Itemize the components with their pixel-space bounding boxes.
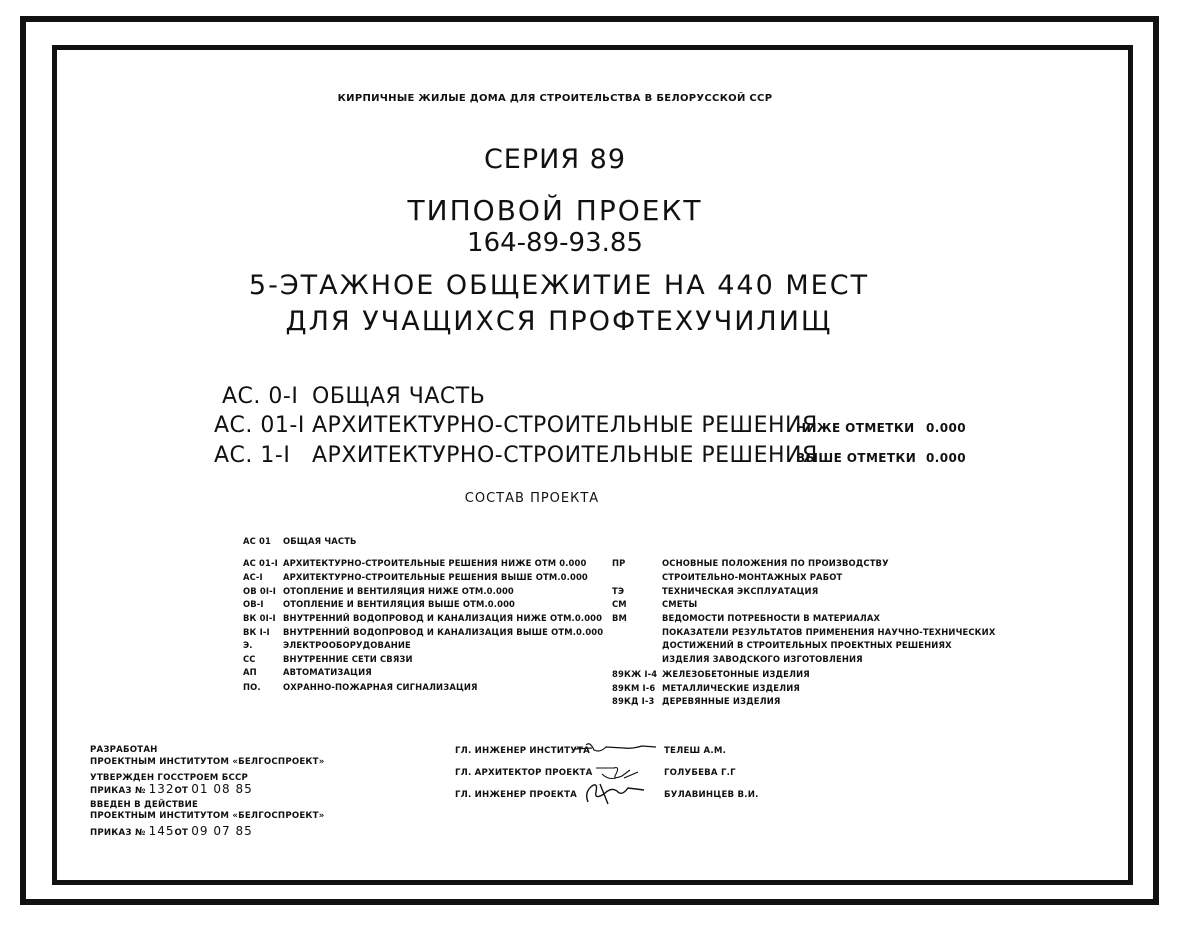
composition-text: ОТОПЛЕНИЕ И ВЕНТИЛЯЦИЯ ВЫШЕ ОТМ.0.000 (283, 599, 516, 609)
composition-text: СТРОИТЕЛЬНО-МОНТАЖНЫХ РАБОТ (662, 572, 843, 582)
series-title: СЕРИЯ 89 (483, 144, 627, 175)
composition-text: ОБЩАЯ ЧАСТЬ (283, 536, 357, 546)
approved-order (90, 784, 253, 797)
composition-code: АС 01-I (243, 558, 278, 568)
project-title-line2: ДЛЯ УЧАЩИХСЯ ПРОФТЕХУЧИЛИЩ (285, 306, 833, 337)
composition-text: ВНУТРЕННИЙ ВОДОПРОВОД И КАНАЛИЗАЦИЯ НИЖЕ ОТМ.0.000 (283, 613, 603, 623)
composition-code: 89КЖ I-4 (612, 669, 658, 679)
header-top-line: КИРПИЧНЫЕ ЖИЛЫЕ ДОМА ДЛЯ СТРОИТЕЛЬСТВА В БЕЛОРУССКОЙ ССР (337, 93, 773, 104)
composition-code: ПР (612, 558, 626, 568)
enacted-order (90, 826, 253, 839)
signature-name: ГОЛУБЕВА Г.Г (664, 768, 736, 778)
signature-role: ГЛ. ИНЖЕНЕР ИНСТИТУТА (455, 746, 590, 756)
composition-text: МЕТАЛЛИЧЕСКИЕ ИЗДЕЛИЯ (662, 683, 801, 693)
volume-mark: 0.000 (926, 451, 966, 465)
volume-name: ОБЩАЯ ЧАСТЬ (312, 384, 486, 409)
composition-text: ВЕДОМОСТИ ПОТРЕБНОСТИ В МАТЕРИАЛАХ (662, 613, 881, 623)
developed-by: ПРОЕКТНЫМ ИНСТИТУТОМ «БЕЛГОСПРОЕКТ» (90, 757, 325, 767)
composition-code: ВК 0I-I (243, 613, 276, 623)
order-date-prefix: ОТ (174, 786, 189, 796)
composition-code: ТЭ (612, 586, 625, 596)
composition-text: ОСНОВНЫЕ ПОЛОЖЕНИЯ ПО ПРОИЗВОДСТВУ (662, 558, 889, 568)
volume-name: АРХИТЕКТУРНО-СТРОИТЕЛЬНЫЕ РЕШЕНИЯ (312, 443, 818, 468)
composition-code: АС-I (243, 572, 263, 582)
composition-code: АС 01 (243, 536, 271, 546)
developed-label: РАЗРАБОТАН (90, 745, 158, 755)
volume-note: НИЖЕ ОТМЕТКИ (796, 421, 915, 435)
composition-code: СС (243, 654, 256, 664)
enacted-label: ВВЕДЕН В ДЕЙСТВИЕ (90, 800, 199, 810)
composition-code: Э. (243, 640, 253, 650)
composition-text: АВТОМАТИЗАЦИЯ (283, 667, 372, 677)
project-title-line1: 5-ЭТАЖНОЕ ОБЩЕЖИТИЕ НА 440 МЕСТ (248, 270, 870, 301)
volume-name: АРХИТЕКТУРНО-СТРОИТЕЛЬНЫЕ РЕШЕНИЯ (312, 413, 818, 438)
volume-code: АС. 0-I (222, 384, 299, 409)
order-prefix: ПРИКАЗ № (90, 828, 146, 838)
signature-name: ТЕЛЕШ А.М. (664, 746, 727, 756)
order-number: 132 (148, 782, 175, 796)
composition-text: ЭЛЕКТРООБОРУДОВАНИЕ (283, 640, 411, 650)
volume-note: ВЫШЕ ОТМЕТКИ (796, 451, 917, 465)
order-date-prefix: ОТ (174, 828, 189, 838)
project-number: 164-89-93.85 (467, 228, 643, 258)
project-type: ТИПОВОЙ ПРОЕКТ (407, 194, 703, 227)
signature-role: ГЛ. АРХИТЕКТОР ПРОЕКТА (455, 768, 593, 778)
composition-text: ВНУТРЕННИЕ СЕТИ СВЯЗИ (283, 654, 413, 664)
composition-text: ЖЕЛЕЗОБЕТОННЫЕ ИЗДЕЛИЯ (662, 669, 810, 679)
order-prefix: ПРИКАЗ № (90, 786, 146, 796)
volume-code: АС. 1-I (214, 443, 291, 468)
signature-scribble (578, 778, 650, 806)
composition-code: ОВ-I (243, 599, 264, 609)
composition-code: ВМ (612, 613, 628, 623)
composition-code: ПО. (243, 682, 261, 692)
composition-code: ВК I-I (243, 627, 270, 637)
signature-role: ГЛ. ИНЖЕНЕР ПРОЕКТА (455, 790, 578, 800)
composition-code: 89КМ I-6 (612, 683, 656, 693)
signature-name: БУЛАВИНЦЕВ В.И. (664, 790, 759, 800)
enacted-by: ПРОЕКТНЫМ ИНСТИТУТОМ «БЕЛГОСПРОЕКТ» (90, 811, 325, 821)
order-date: 01 08 85 (191, 782, 253, 796)
composition-code: 89КД I-3 (612, 696, 655, 706)
order-date: 09 07 85 (191, 824, 253, 838)
composition-code: ОВ 0I-I (243, 586, 277, 596)
volume-mark: 0.000 (926, 421, 966, 435)
composition-text: АРХИТЕКТУРНО-СТРОИТЕЛЬНЫЕ РЕШЕНИЯ ВЫШЕ ОТМ.0.000 (283, 572, 588, 582)
composition-text: АРХИТЕКТУРНО-СТРОИТЕЛЬНЫЕ РЕШЕНИЯ НИЖЕ ОТМ 0.000 (283, 558, 587, 568)
composition-text: ИЗДЕЛИЯ ЗАВОДСКОГО ИЗГОТОВЛЕНИЯ (662, 654, 863, 664)
composition-text: СМЕТЫ (662, 599, 698, 609)
composition-text: ДОСТИЖЕНИЙ В СТРОИТЕЛЬНЫХ ПРОЕКТНЫХ РЕШЕНИЯХ (662, 640, 952, 650)
composition-title: СОСТАВ ПРОЕКТА (464, 491, 600, 506)
composition-text: ОХРАННО-ПОЖАРНАЯ СИГНАЛИЗАЦИЯ (283, 682, 478, 692)
composition-text: ОТОПЛЕНИЕ И ВЕНТИЛЯЦИЯ НИЖЕ ОТМ.0.000 (283, 586, 514, 596)
order-number: 145 (148, 824, 175, 838)
signature-scribble (572, 738, 658, 758)
composition-text: ДЕРЕВЯННЫЕ ИЗДЕЛИЯ (662, 696, 781, 706)
volume-code: АС. 01-I (214, 413, 305, 438)
composition-code: СМ (612, 599, 627, 609)
composition-text: ТЕХНИЧЕСКАЯ ЭКСПЛУАТАЦИЯ (662, 586, 819, 596)
composition-text: ВНУТРЕННИЙ ВОДОПРОВОД И КАНАЛИЗАЦИЯ ВЫШЕ ОТМ.0.000 (283, 627, 604, 637)
composition-text: ПОКАЗАТЕЛИ РЕЗУЛЬТАТОВ ПРИМЕНЕНИЯ НАУЧНО-ТЕХНИЧЕСКИХ (662, 627, 996, 637)
approved-label: УТВЕРЖДЕН ГОССТРОЕМ БССР (90, 773, 248, 783)
composition-code: АП (243, 667, 257, 677)
